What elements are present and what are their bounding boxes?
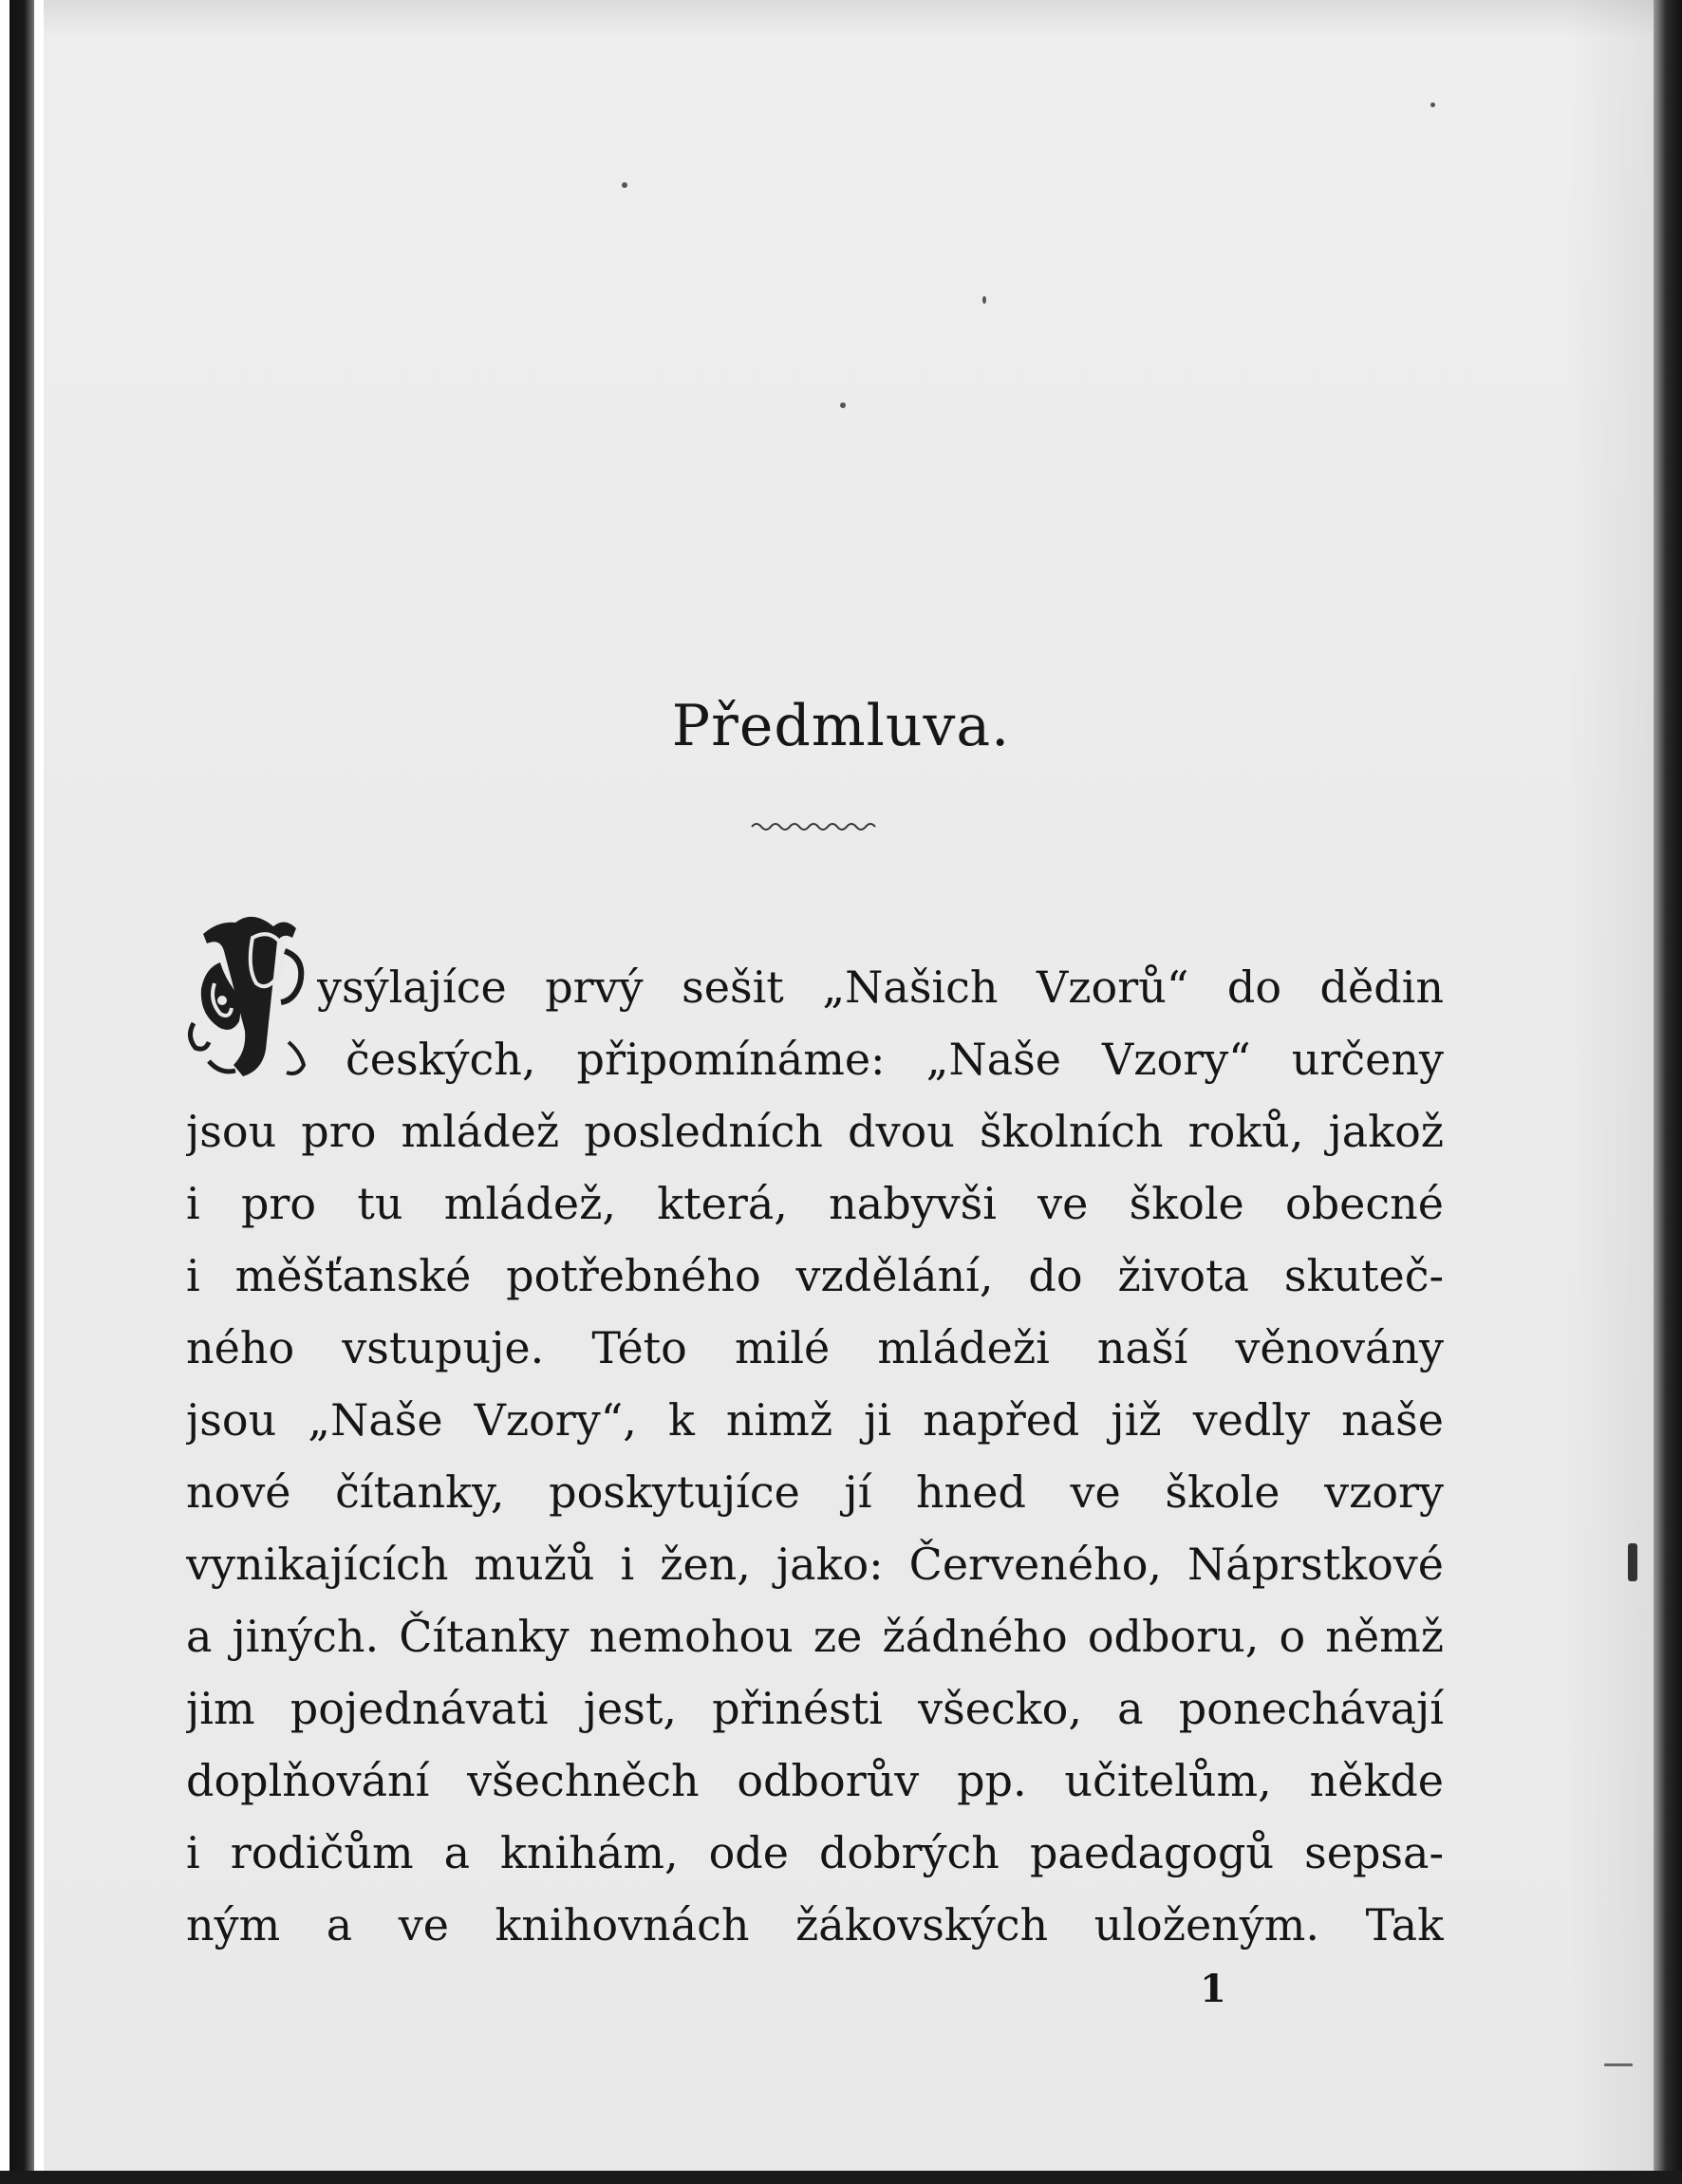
scan-speck [1604, 2063, 1633, 2066]
text-line: doplňování všechněch odborův pp. učitelům, někde [186, 1755, 1444, 1806]
right-scan-shadow [1568, 0, 1654, 2184]
text-line: ysýlajíce prvý sešit „Našich Vzorů“ do dědin [317, 961, 1444, 1013]
text-line: i pro tu mládež, která, nabyvši ve škole obecné [186, 1178, 1444, 1229]
left-binding-edge [0, 0, 44, 2184]
page-number: 1 [1200, 1967, 1226, 2011]
text-line: vynikajících mužů i žen, jako: Červeného, Náprstkové [186, 1539, 1444, 1590]
text-line: ným a ve knihovnách žákovských uloženým. Tak [186, 1899, 1444, 1951]
text-line: jsou „Naše Vzory“, k nimž ji napřed již vedly naše [186, 1394, 1444, 1446]
body-text [186, 0, 1448, 2184]
page-title: Předmluva. [671, 693, 1011, 759]
text-line: jsou pro mládež posledních dvou školních roků, jakož [186, 1106, 1444, 1157]
right-page-edge [1654, 0, 1682, 2184]
text-line: a jiných. Čítanky nemohou ze žádného odboru, o němž [186, 1611, 1444, 1662]
text-line: i měšťanské potřebného vzdělání, do života skuteč- [186, 1250, 1444, 1301]
text-line: jim pojednávati jest, přinésti všecko, a ponechávají [186, 1683, 1444, 1734]
text-line: českých, připomínáme: „Naše Vzory“ určeny [346, 1034, 1444, 1085]
scan-speck [1628, 1543, 1637, 1581]
text-line: ného vstupuje. Této milé mládeži naší věnovány [186, 1322, 1444, 1373]
text-line: i rodičům a knihám, ode dobrých paedagogů sepsa- [186, 1827, 1444, 1878]
text-line: nové čítanky, poskytujíce jí hned ve škole vzory [186, 1466, 1444, 1518]
